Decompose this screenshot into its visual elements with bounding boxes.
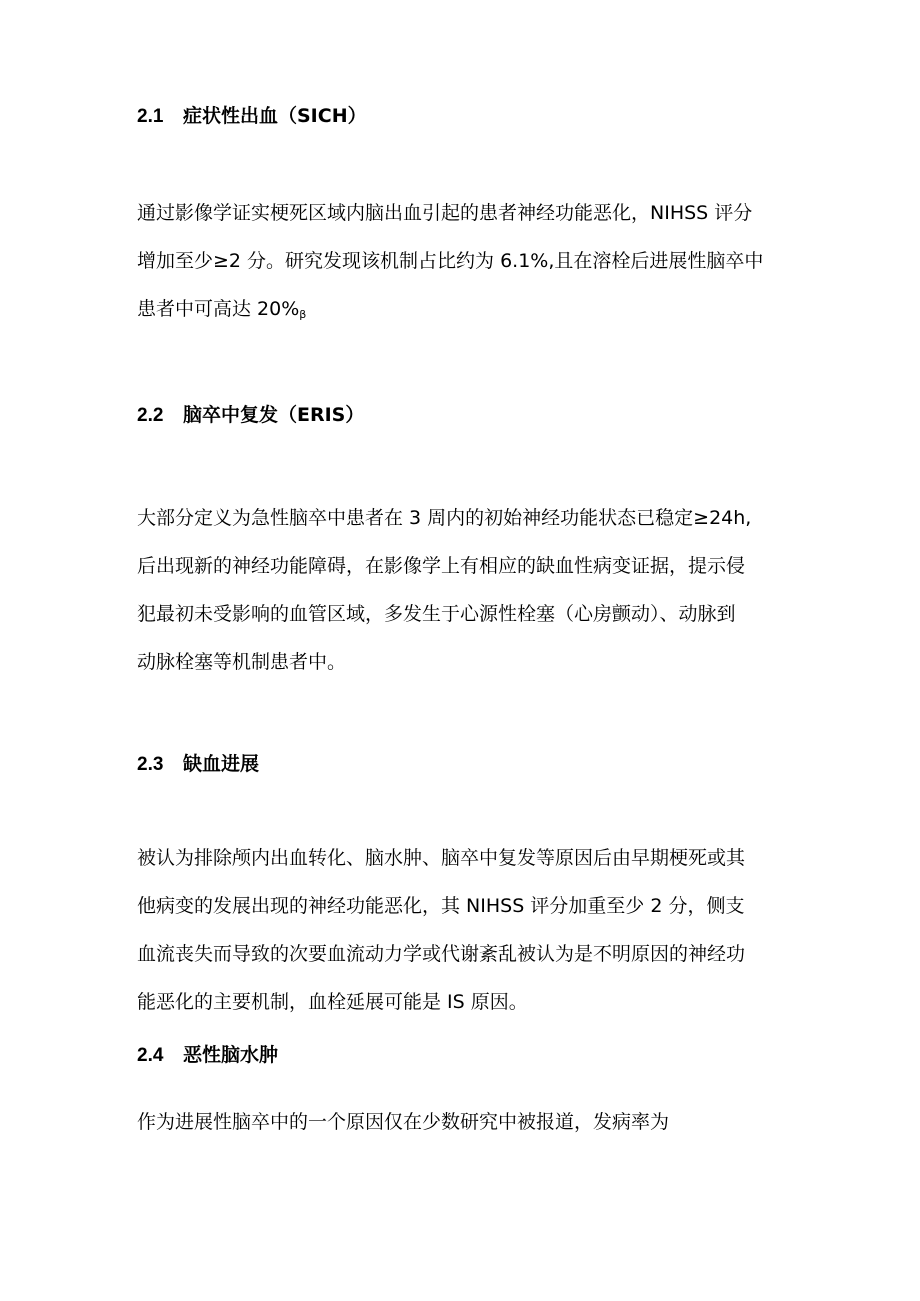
paragraph-line: 血流丧失而导致的次要血流动力学或代谢紊乱被认为是不明原因的神经功 (137, 943, 746, 965)
section-title: 脑卒中复发（ERIS） (183, 404, 365, 426)
paragraph-line: 作为进展性脑卒中的一个原因仅在少数研究中被报道，发病率为 (137, 1111, 670, 1133)
section-paragraph-2-3 (137, 834, 787, 1026)
paragraph-line: 能恶化的主要机制，血栓延展可能是 IS 原因。 (137, 991, 528, 1013)
paragraph-line-text: 患者中可高达 20% (137, 298, 300, 320)
paragraph-line: 通过影像学证实梗死区域内脑出血引起的患者神经功能恶化，NIHSS 评分 (137, 202, 753, 224)
paragraph-line: 增加至少≥2 分。研究发现该机制占比约为 6.1%,且在溶栓后进展性脑卒中 (137, 250, 764, 272)
section-number: 2.4 (137, 1045, 164, 1066)
section-title: 症状性出血（SICH） (183, 105, 367, 127)
section-title: 恶性脑水肿 (183, 1044, 279, 1066)
section-number: 2.1 (137, 106, 164, 127)
section-number: 2.2 (137, 405, 164, 426)
section-paragraph-2-4 (137, 1098, 787, 1146)
section-heading-2-3 (137, 752, 259, 777)
section-paragraph-2-1 (137, 189, 787, 333)
paragraph-line: 动脉栓塞等机制患者中。 (137, 651, 347, 673)
paragraph-line: 他病变的发展出现的神经功能恶化，其 NIHSS 评分加重至少 2 分，侧支 (137, 895, 745, 917)
paragraph-line: 被认为排除颅内出血转化、脑水肿、脑卒中复发等原因后由早期梗死或其 (137, 847, 746, 869)
paragraph-line-last (137, 285, 787, 333)
paragraph-line: 后出现新的神经功能障碍，在影像学上有相应的缺血性病变证据，提示侵 (137, 555, 746, 577)
section-title: 缺血进展 (183, 753, 260, 775)
section-heading-2-4 (137, 1043, 278, 1068)
section-number: 2.3 (137, 754, 164, 775)
paragraph-line: 大部分定义为急性脑卒中患者在 3 周内的初始神经功能状态已稳定≥24h, (137, 507, 752, 529)
section-heading-2-1 (137, 104, 367, 129)
paragraph-line: 犯最初未受影响的血管区域，多发生于心源性栓塞（心房颤动）、动脉到 (137, 603, 736, 625)
section-heading-2-2 (137, 403, 364, 428)
reference-mark: β (299, 308, 307, 321)
section-paragraph-2-2 (137, 494, 787, 686)
